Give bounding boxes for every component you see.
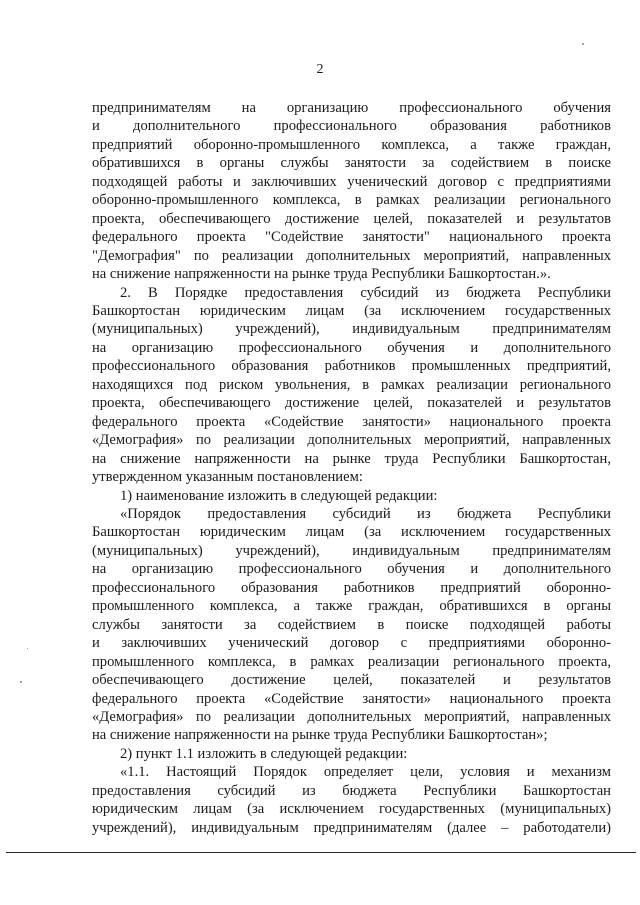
text-line: «Демография» по реализации дополнительных мероприятий, направленных <box>92 708 611 725</box>
text-line: федерального проекта "Содействие занятости" национального проекта <box>92 229 611 246</box>
text-line: 2. В Порядке предоставления субсидий из бюджета Республики <box>120 284 611 301</box>
text-line: профессионального образования работников промышленных предприятий, <box>92 358 611 375</box>
text-line: оборонно-промышленного комплекса, в рамках реализации регионального <box>92 192 611 209</box>
text-line: "Демография" по реализации дополнительных мероприятий, направленных <box>92 247 611 264</box>
scan-artifact-dot <box>20 681 22 683</box>
text-line: предоставления субсидий из бюджета Республики Башкортостан <box>92 782 611 799</box>
text-line: «1.1. Настоящий Порядок определяет цели, условия и механизм <box>120 764 611 781</box>
scan-artifact-dot <box>582 43 584 45</box>
text-line: проекта, обеспечивающего достижение целей, показателей и результатов <box>92 395 611 412</box>
text-line: подходящей работы и заключивших ученический договор с предприятиями <box>92 173 611 190</box>
text-line: 1) наименование изложить в следующей редакции: <box>120 487 438 504</box>
text-line: 2) пункт 1.1 изложить в следующей редакции: <box>120 745 408 762</box>
page-bottom-rule <box>6 852 636 853</box>
scan-artifact-dot <box>27 648 28 649</box>
text-line: Башкортостан юридическим лицам (за исключением государственных <box>92 302 611 319</box>
text-line: и заключивших ученический договор с предприятиями оборонно- <box>92 635 611 652</box>
text-line: обратившихся в органы службы занятости за содействием в поиске <box>92 155 611 172</box>
text-line: службы занятости за содействием в поиске подходящей работы <box>92 616 611 633</box>
document-body <box>92 99 611 837</box>
text-line: промышленного комплекса, в рамках реализации регионального проекта, <box>92 653 611 670</box>
text-line: на снижение напряженности на рынке труда Республики Башкортостан, <box>92 450 611 467</box>
text-line: учреждений), индивидуальным предпринимателям (далее – работодатели) <box>92 819 611 836</box>
text-line: и дополнительного профессионального образования работников <box>92 118 611 135</box>
text-line: находящихся под риском увольнения, в рамках реализации регионального <box>92 376 611 393</box>
text-line: федерального проекта «Содействие занятости» национального проекта <box>92 413 611 430</box>
text-line: федерального проекта «Содействие занятости» национального проекта <box>92 690 611 707</box>
text-line: на организацию профессионального обучения и дополнительного <box>92 339 611 356</box>
text-line: Башкортостан юридическим лицам (за исключением государственных <box>92 524 611 541</box>
text-line: предпринимателям на организацию профессионального обучения <box>92 100 611 116</box>
text-line: утвержденном указанным постановлением: <box>92 469 363 486</box>
text-line: (муниципальных) учреждений), индивидуальным предпринимателям <box>92 321 611 338</box>
page-number: 2 <box>316 62 324 77</box>
text-line: «Порядок предоставления субсидий из бюджета Республики <box>120 505 611 522</box>
text-line: проекта, обеспечивающего достижение целей, показателей и результатов <box>92 210 611 227</box>
text-line: промышленного комплекса, а также граждан, обратившихся в органы <box>92 598 611 615</box>
text-line: предприятий оборонно-промышленного комплекса, а также граждан, <box>92 136 611 153</box>
text-line: «Демография» по реализации дополнительных мероприятий, направленных <box>92 432 611 449</box>
text-line: юридическим лицам (за исключением государственных (муниципальных) <box>92 801 611 818</box>
text-line: на организацию профессионального обучения и дополнительного <box>92 561 611 578</box>
text-line: профессионального образования работников предприятий оборонно- <box>92 579 611 596</box>
text-line: на снижение напряженности на рынке труда Республики Башкортостан.». <box>92 266 551 283</box>
text-line: (муниципальных) учреждений), индивидуальным предпринимателям <box>92 542 611 559</box>
text-line: на снижение напряженности на рынке труда Республики Башкортостан»; <box>92 727 548 744</box>
text-line: обеспечивающего достижение целей, показателей и результатов <box>92 672 611 689</box>
